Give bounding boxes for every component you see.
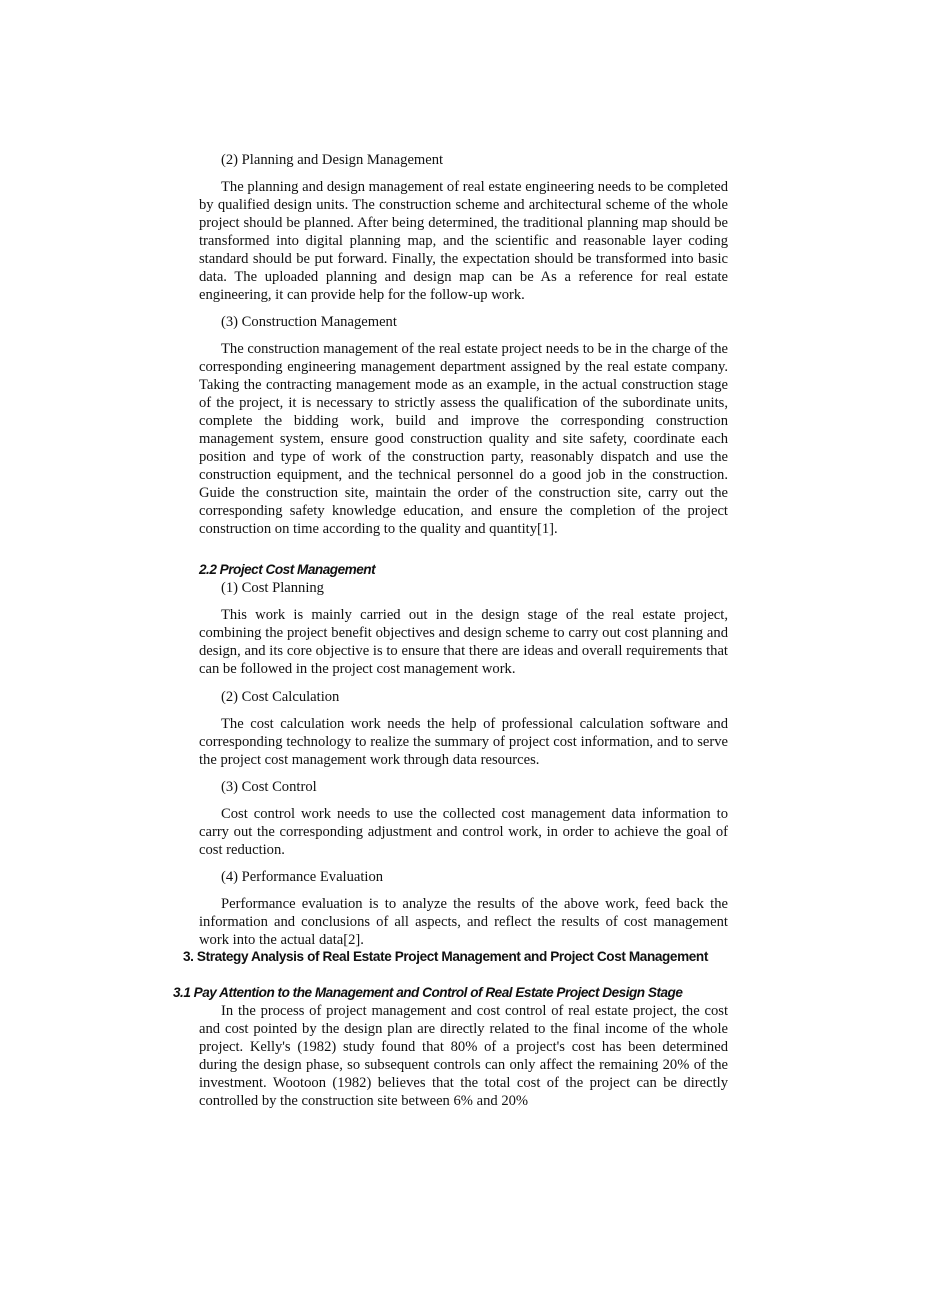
cost-management-heading: 2.2 Project Cost Management xyxy=(199,562,376,577)
design-stage-paragraph: In the process of project management and cost control of real estate project, the cost and cost pointed by the design plan are directly related to the final income of the whole project. Kelly's (1982) study found that 80% of a project's cost has been determined during the design phase, so subsequent controls can only affect the remaining 20% of the investment. Wootoon (1982) believes that the total cost of the project can be directly controlled by the construction site between 6% and 20% xyxy=(199,1003,728,1109)
performance-heading: (4) Performance Evaluation xyxy=(221,869,384,885)
planning-paragraph: The planning and design management of real estate engineering needs to be completed by qualified design units. The construction scheme and architectural scheme of the whole project should be planned. After being determined, the traditional planning map should be transformed into digital planning map, and the scientific and reasonable layer coding standard should be put forward. Finally, the expectation should be transformed into basic data. The uploaded planning and design map can be As a reference for real estate engineering, it can provide help for the follow-up work. xyxy=(199,179,728,303)
cost-planning-heading: (1) Cost Planning xyxy=(221,580,324,596)
planning-heading: (2) Planning and Design Management xyxy=(221,152,444,168)
strategy-heading: 3. Strategy Analysis of Real Estate Project Management and Project Cost Management xyxy=(183,949,708,964)
construction-heading: (3) Construction Management xyxy=(221,314,397,330)
cost-control-heading: (3) Cost Control xyxy=(221,779,317,795)
performance-paragraph: Performance evaluation is to analyze the results of the above work, feed back the information and conclusions of all aspects, and reflect the results of cost management work into the actual data[2]. xyxy=(199,896,728,948)
cost-control-paragraph: Cost control work needs to use the collected cost management data information to carry out the corresponding adjustment and control work, in order to achieve the goal of cost reduction. xyxy=(199,806,728,858)
cost-calculation-heading: (2) Cost Calculation xyxy=(221,689,340,705)
design-stage-heading: 3.1 Pay Attention to the Management and Control of Real Estate Project Design Stage xyxy=(173,985,683,1000)
construction-paragraph: The construction management of the real estate project needs to be in the charge of the corresponding engineering management department assigned by the real estate company. Taking the contracting management mode as an example, in the actual construction stage of the project, it is necessary to strictly assess the qualification of the subordinate units, complete the bidding work, build and improve the corresponding construction management system, ensure good construction quality and site safety, coordinate each position and type of work of the construction party, reasonably dispatch and use the construction equipment, and the technical personnel do a good job in the construction. Guide the construction site, maintain the order of the construction site, carry out the corresponding safety knowledge education, and ensure the completion of the project construction on time according to the quality and quantity[1]. xyxy=(199,341,728,537)
cost-planning-paragraph: This work is mainly carried out in the design stage of the real estate project, combining the project benefit objectives and design scheme to carry out cost planning and design, and its core objective is to ensure that there are ideas and overall requirements that can be followed in the project cost management work. xyxy=(199,607,728,677)
cost-calculation-paragraph: The cost calculation work needs the help of professional calculation software and corresponding technology to realize the summary of project cost information, and to serve the project cost management work through data resources. xyxy=(199,716,728,768)
